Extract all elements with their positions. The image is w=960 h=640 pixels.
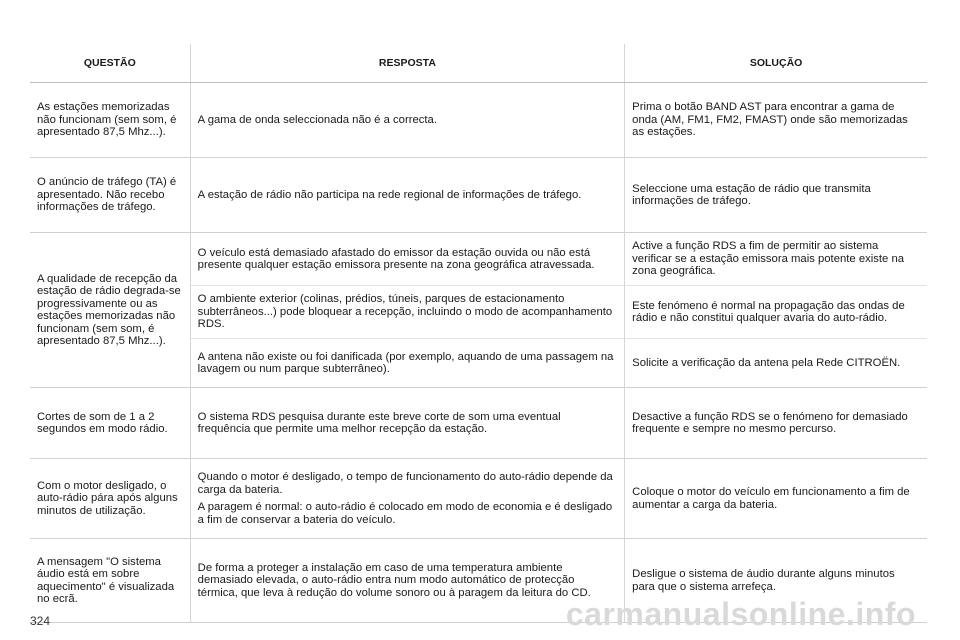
table-row xyxy=(30,158,927,233)
answer-cell: A antena não existe ou foi danificada (por exemplo, aquando de uma passagem na lavagem ou num parque subterrâneo). xyxy=(190,339,624,388)
solution-cell: Desligue o sistema de áudio durante alguns minutos para que o sistema arrefeça. xyxy=(625,539,927,623)
solution-cell: Seleccione uma estação de rádio que transmita informações de tráfego. xyxy=(625,158,927,233)
troubleshooting-table xyxy=(30,44,927,623)
answer-cell: O ambiente exterior (colinas, prédios, túneis, parques de estacionamento subterrâneos...) pode bloquear a recepção, incluindo o modo de acompanhamento RDS. xyxy=(190,286,624,339)
solution-cell: Prima o botão BAND AST para encontrar a gama de onda (AM, FM1, FM2, FMAST) onde são memorizadas as estações. xyxy=(625,83,927,158)
solution-cell: Este fenómeno é normal na propagação das ondas de rádio e não constitui qualquer avaria do auto-rádio. xyxy=(625,286,927,339)
table-row xyxy=(30,459,927,539)
question-cell: Cortes de som de 1 a 2 segundos em modo rádio. xyxy=(30,388,190,459)
table-row xyxy=(30,233,927,286)
question-cell: As estações memorizadas não funcionam (sem som, é apresentado 87,5 Mhz...). xyxy=(30,83,190,158)
page-number: 324 xyxy=(30,614,51,628)
solution-cell: Coloque o motor do veículo em funcionamento a fim de aumentar a carga da bateria. xyxy=(625,459,927,539)
answer-paragraph: A paragem é normal: o auto-rádio é colocado em modo de economia e é desligado a fim de conservar a bateria do veículo. xyxy=(197,501,613,526)
table-row xyxy=(30,83,927,158)
solution-cell: Desactive a função RDS se o fenómeno for demasiado frequente e sempre no mesmo percurso. xyxy=(625,388,927,459)
header-answer: RESPOSTA xyxy=(190,44,624,83)
table-row xyxy=(30,388,927,459)
question-cell: A qualidade de recepção da estação de rádio degrada-se progressivamente ou as estações memorizadas não funcionam (sem som, é apresentado 87,5 Mhz...). xyxy=(30,233,190,388)
question-cell: O anúncio de tráfego (TA) é apresentado. Não recebo informações de tráfego. xyxy=(30,158,190,233)
answer-cell: A gama de onda seleccionada não é a correcta. xyxy=(190,83,624,158)
answer-paragraph: Quando o motor é desligado, o tempo de funcionamento do auto-rádio depende da carga da bateria. xyxy=(197,471,613,496)
table-header-row xyxy=(30,44,927,83)
solution-cell: Solicite a verificação da antena pela Rede CITROËN. xyxy=(625,339,927,388)
question-cell: Com o motor desligado, o auto-rádio pára após alguns minutos de utilização. xyxy=(30,459,190,539)
question-cell: A mensagem "O sistema áudio está em sobre aquecimento" é visualizada no ecrã. xyxy=(30,539,190,623)
answer-cell: O veículo está demasiado afastado do emissor da estação ouvida ou não está presente qualquer estação emissora presente na zona geográfica atravessada. xyxy=(190,233,624,286)
header-solution: SOLUÇÃO xyxy=(625,44,927,83)
solution-cell: Active a função RDS a fim de permitir ao sistema verificar se a estação emissora mais potente existe na zona geográfica. xyxy=(625,233,927,286)
answer-cell: De forma a proteger a instalação em caso de uma temperatura ambiente demasiado elevada, o auto-rádio entra num modo automático de protecção térmica, que leva à redução do volume sonoro ou à paragem da leitura do CD. xyxy=(190,539,624,623)
answer-cell: O sistema RDS pesquisa durante este breve corte de som uma eventual frequência que permite uma melhor recepção da estação. xyxy=(190,388,624,459)
answer-cell: A estação de rádio não participa na rede regional de informações de tráfego. xyxy=(190,158,624,233)
answer-cell xyxy=(190,459,624,539)
header-question: QUESTÃO xyxy=(30,44,190,83)
watermark: carmanualsonline.info xyxy=(565,596,916,632)
